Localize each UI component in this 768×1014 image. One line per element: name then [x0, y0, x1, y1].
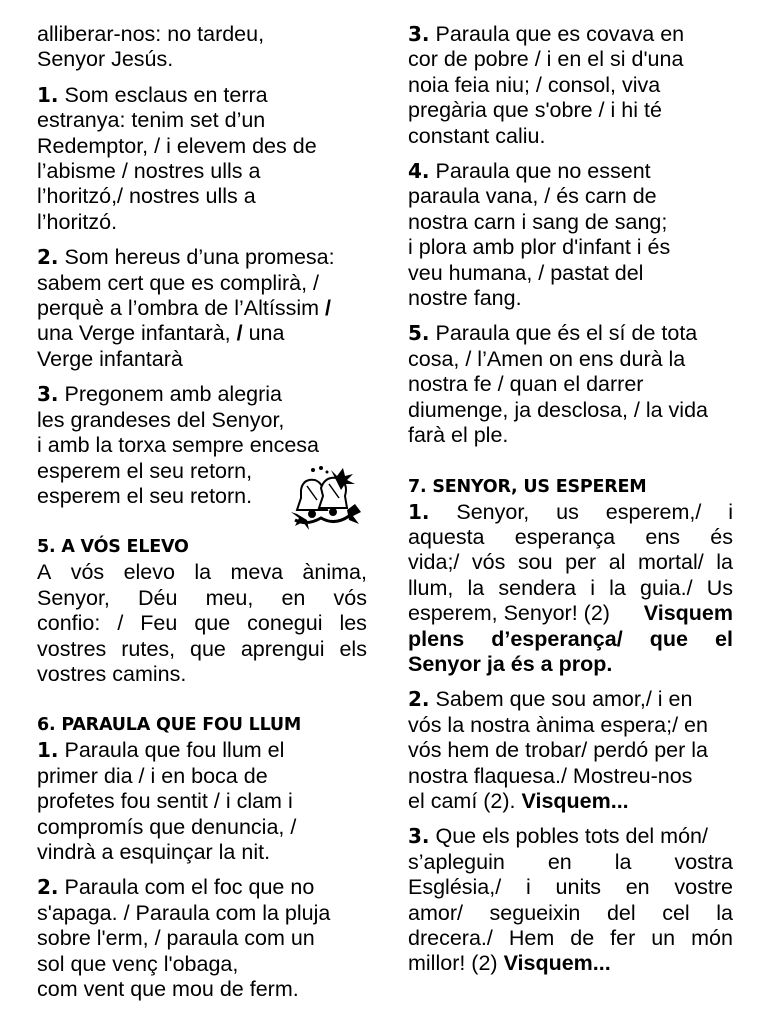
verse-line: Redemptor, / i elevem des de — [37, 133, 317, 158]
verse-line: 3. Paraula que es covava en — [408, 22, 685, 46]
christmas-bells-icon — [287, 464, 363, 532]
justified-line: A vós elevo la meva ànima, — [37, 560, 367, 585]
verse-line: nostre fang. — [408, 286, 522, 311]
verse-line: vostres camins. — [37, 661, 187, 686]
verse-line: estranya: tenim set d’un — [37, 108, 266, 133]
verse-line: l’horitzó,/ nostres ulls a — [37, 184, 256, 209]
verse-line: pregària que s'obre / i hi té — [408, 98, 662, 123]
justified-line: Senyor, Déu meu, en vós — [37, 585, 367, 610]
verse-line: vindrà a esquinçar la nit. — [37, 839, 271, 864]
verse-line: constant caliu. — [408, 123, 546, 148]
justified-line: vostres rutes, que aprengui els — [37, 636, 367, 661]
verse-line: 2. Sabem que sou amor,/ i en — [408, 687, 693, 712]
verse-line: com vent que mou de ferm. — [37, 977, 299, 1001]
verse-line: sol que venç l'obaga, — [37, 951, 239, 976]
intro-line: alliberar-nos: no tardeu, — [37, 22, 265, 46]
verse-line: profetes fou sentit / i clam i — [37, 789, 293, 814]
verse-line: esperem el seu retorn, — [37, 458, 253, 483]
song-title: 6. PARAULA QUE FOU LLUM — [37, 715, 302, 736]
justified-line: esperem, Senyor! (2) Visquem — [408, 601, 733, 626]
verse-line: compromís que denuncia, / — [37, 814, 297, 839]
verse-line: 2. Som hereus d’una promesa: — [37, 245, 335, 270]
verse-line: primer dia / i en boca de — [37, 763, 268, 788]
verse-line: noia feia niu; / consol, viva — [408, 72, 661, 97]
verse-line: i amb la torxa sempre encesa — [37, 433, 320, 458]
verse-number: 4. — [408, 159, 430, 184]
justified-line: 1. Senyor, us esperem,/ i — [408, 499, 733, 524]
verse-line: el camí (2). Visquem... — [408, 788, 629, 813]
verse-line: i plora amb plor d'infant i és — [408, 235, 671, 260]
verse-line: sobre l'erm, / paraula com un — [37, 926, 315, 951]
verse-number: 2. — [37, 245, 59, 270]
right-column — [408, 22, 733, 977]
justified-line: llum, la sendera i la guia./ Us — [408, 575, 733, 600]
verse-line: vós la nostra ànima espera;/ en — [408, 712, 708, 737]
justified-line: drecera./ Hem de fer un món — [408, 926, 733, 950]
verse-number: 1. — [37, 82, 59, 107]
verse-line: l’horitzó. — [37, 209, 118, 234]
verse-line: cosa, / l’Amen on ens durà la — [408, 346, 686, 371]
verse-number: 3. — [408, 22, 430, 46]
intro-line: Senyor Jesús. — [37, 47, 174, 72]
song-title: 7. SENYOR, US ESPEREM — [408, 476, 647, 497]
verse-line: cor de pobre / i en el si d'una — [408, 47, 684, 72]
verse-number: 5. — [408, 321, 430, 346]
justified-line: aquesta esperança ens és — [408, 524, 733, 549]
song-title: 5. A VÓS ELEVO — [37, 537, 189, 558]
verse-line: 1. Paraula que fou llum el — [37, 738, 285, 763]
verse-number: 3. — [37, 382, 59, 407]
verse-line: 5. Paraula que és el sí de tota — [408, 321, 698, 346]
verse-line: l’abisme / nostres ulls a — [37, 159, 261, 184]
verse-line: les grandeses del Senyor, — [37, 407, 285, 432]
verse-line: 3. Que els pobles tots del món/ — [408, 824, 708, 849]
verse-number: 2. — [37, 875, 59, 900]
justified-line: s’apleguin en la vostra — [408, 849, 733, 874]
justified-line: plens d’esperança/ que el — [408, 626, 733, 651]
verse-line: paraula vana, / és carn de — [408, 184, 657, 209]
verse-line: diumenge, ja desclosa, / la vida — [408, 397, 708, 422]
verse-line: sabem cert que es complirà, / — [37, 270, 320, 295]
verse-line: 4. Paraula que no essent — [408, 159, 651, 184]
verse-line: s'apaga. / Paraula com la pluja — [37, 900, 331, 925]
verse-line: 3. Pregonem amb alegria — [37, 382, 282, 407]
justified-line: amor/ segueixin del cel la — [408, 900, 733, 925]
verse-line: una Verge infantarà, / una — [37, 321, 285, 346]
justified-line: vida;/ vós sou per al mortal/ la — [408, 550, 733, 575]
verse-line: esperem el seu retorn. — [37, 483, 253, 508]
verse-line: 1. Som esclaus en terra — [37, 82, 268, 107]
verse-line: millor! (2) Visquem... — [408, 951, 611, 976]
verse-number: 2. — [408, 687, 430, 712]
verse-number: 3. — [408, 824, 430, 849]
refrain-line: Senyor ja és a prop. — [408, 651, 613, 676]
verse-line: farà el ple. — [408, 423, 509, 448]
justified-line: Església,/ i units en vostre — [408, 875, 733, 900]
verse-line: Verge infantarà — [37, 346, 183, 371]
verse-line: nostra carn i sang de sang; — [408, 209, 668, 234]
verse-line: perquè a l’ombra de l’Altíssim / — [37, 296, 331, 321]
verse-line: nostra flaquesa./ Mostreu-nos — [408, 763, 693, 788]
verse-line: veu humana, / pastat del — [408, 260, 644, 285]
verse-line: 2. Paraula com el foc que no — [37, 875, 315, 900]
verse-line: nostra fe / quan el darrer — [408, 372, 644, 397]
verse-line: vós hem de trobar/ perdó per la — [408, 738, 708, 763]
justified-line: confio: / Feu que conegui les — [37, 611, 367, 636]
verse-number: 1. — [408, 499, 430, 524]
verse-number: 1. — [37, 738, 59, 763]
